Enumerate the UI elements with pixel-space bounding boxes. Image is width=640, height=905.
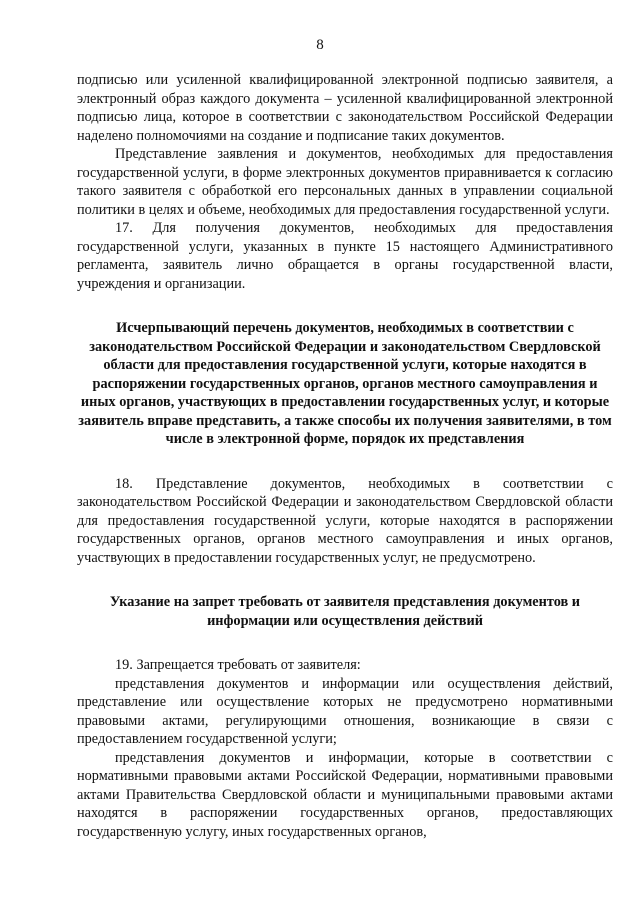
document-body (77, 71, 613, 841)
paragraph-18: 18. Представление документов, необходимых в соответствии с законодательством Российской Федерации и законодательством Свердловской области для предоставления государственной услуги, которые находятся в распоряжении государственных органов, органов местного самоуправления и иных органов, участвующих в предоставлении государственных услуг, не предусмотрено. (77, 475, 613, 566)
paragraph-electronic-consent: Представление заявления и документов, необходимых для предоставления государственной услуги, в форме электронных документов приравнивается к согласию такого заявителя с обработкой его персональных данных в управлении социальной политики в целях и объеме, необходимых для предоставления государственной услуги. (77, 146, 613, 218)
paragraph-19-item-1: представления документов и информации или осуществления действий, представление или осуществление которых не предусмотрено нормативными правовыми актами, регулирующими отношения, возникающие в связи с предоставлением государственной услуги; (77, 675, 613, 747)
section-heading-prohibition: Указание на запрет требовать от заявителя представления документов и информации или осуществления действий (109, 594, 581, 629)
page-number: 8 (316, 37, 324, 53)
paragraph-17: 17. Для получения документов, необходимых для предоставления государственной услуги, указанных в пункте 15 настоящего Административного регламента, заявитель лично обращается в органы государственной власти, учреждения и организации. (77, 220, 613, 292)
paragraph-19-item-2: представления документов и информации, которые в соответствии с нормативными правовыми актами Российской Федерации, нормативными правовыми актами Правительства Свердловской области и муниципальными правовыми актами находятся в распоряжении государственных органов, предоставляющих государственную услугу, иных государственных органов, (77, 749, 613, 840)
paragraph-19: 19. Запрещается требовать от заявителя: (115, 657, 361, 673)
section-heading-documents-list: Исчерпывающий перечень документов, необходимых в соответствии с законодательством Российской Федерации и законодательством Свердловской области для предоставления государственной услуги, которые находятся в распоряжении государственных органов, органов местного самоуправления и иных органов, участвующих в предоставлении государственных услуг, и которые заявитель вправе представить, а также способы их получения заявителями, в том числе в электронной форме, порядок их представления (78, 320, 612, 447)
paragraph-continuation: подписью или усиленной квалифицированной электронной подписью заявителя, а электронный образ каждого документа – усиленной квалифицированной электронной подписью лица, которое в соответствии с законодательством Российской Федерации наделено полномочиями на создание и подписание таких документов. (77, 72, 613, 144)
